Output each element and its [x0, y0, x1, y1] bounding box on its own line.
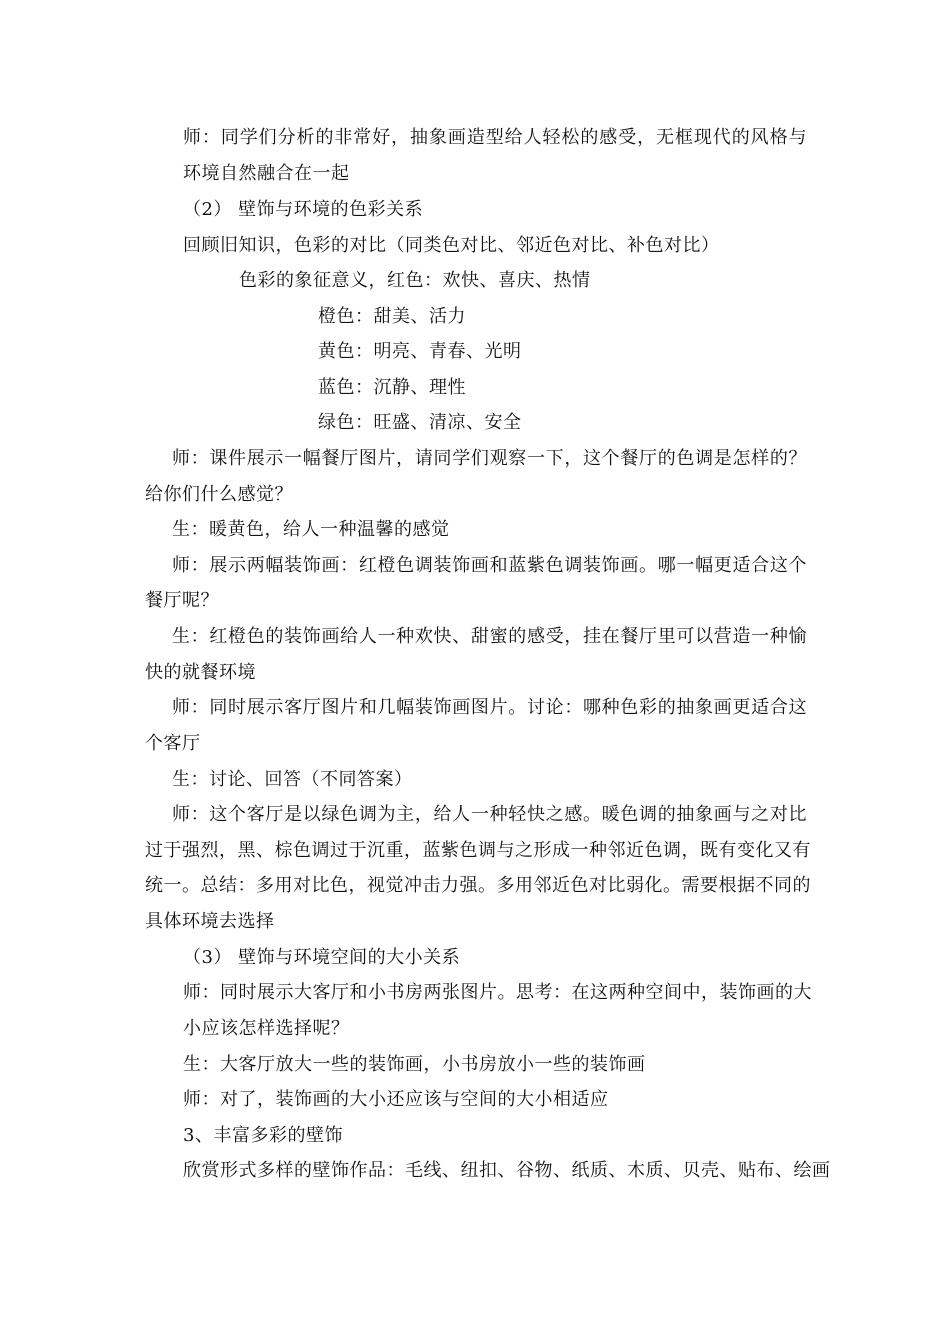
section-heading: （2） 壁饰与环境的色彩关系 — [183, 199, 424, 220]
paragraph-line: 生：红橙色的装饰画给人一种欢快、甜蜜的感受，挂在餐厅里可以营造一种愉 — [172, 626, 807, 647]
list-item: 绿色：旺盛、清凉、安全 — [318, 412, 522, 433]
list-item: 蓝色：沉静、理性 — [318, 377, 466, 398]
section-heading: 3、丰富多彩的壁饰 — [183, 1125, 343, 1146]
paragraph-line: 师：同时展示客厅图片和几幅装饰画图片。讨论：哪种色彩的抽象画更适合这 — [172, 697, 807, 718]
section-heading: （3） 壁饰与环境空间的大小关系 — [183, 947, 461, 968]
paragraph-line: 师：同时展示大客厅和小书房两张图片。思考：在这两种空间中，装饰画的大 — [183, 982, 812, 1003]
paragraph-line: 师：同学们分析的非常好，抽象画造型给人轻松的感受，无框现代的风格与 — [183, 127, 807, 148]
paragraph-line: 环境自然融合在一起 — [183, 163, 350, 184]
paragraph-line: 生：讨论、回答（不同答案） — [172, 769, 413, 790]
paragraph-line: 过于强烈，黑、棕色调过于沉重，蓝紫色调与之形成一种邻近色调，既有变化又有 — [145, 840, 811, 861]
paragraph-line: 色彩的象征意义，红色：欢快、喜庆、热情 — [239, 270, 591, 291]
paragraph-line: 师：这个客厅是以绿色调为主，给人一种轻快之感。暖色调的抽象画与之对比 — [172, 804, 807, 825]
paragraph-line: 统一。总结：多用对比色，视觉冲击力强。多用邻近色对比弱化。需要根据不同的 — [145, 875, 811, 896]
paragraph-line: 回顾旧知识，色彩的对比（同类色对比、邻近色对比、补色对比） — [183, 235, 720, 256]
paragraph-line: 餐厅呢？ — [145, 590, 219, 611]
paragraph-line: 具体环境去选择 — [145, 911, 275, 932]
paragraph-line: 个客厅 — [145, 733, 201, 754]
paragraph-line: 师：课件展示一幅餐厅图片，请同学们观察一下，这个餐厅的色调是怎样的？ — [172, 448, 807, 469]
paragraph-line: 欣赏形式多样的壁饰作品：毛线、纽扣、谷物、纸质、木质、贝壳、贴布、绘画 — [183, 1160, 831, 1181]
paragraph-line: 给你们什么感觉？ — [145, 484, 293, 505]
paragraph-line: 师：展示两幅装饰画：红橙色调装饰画和蓝紫色调装饰画。哪一幅更适合这个 — [172, 555, 807, 576]
list-item: 橙色：甜美、活力 — [318, 306, 466, 327]
paragraph-line: 师：对了，装饰画的大小还应该与空间的大小相适应 — [183, 1089, 609, 1110]
list-item: 黄色：明亮、青春、光明 — [318, 341, 522, 362]
paragraph-line: 生：大客厅放大一些的装饰画，小书房放小一些的装饰画 — [183, 1054, 646, 1075]
paragraph-line: 生：暖黄色，给人一种温馨的感觉 — [172, 519, 450, 540]
paragraph-line: 快的就餐环境 — [145, 662, 256, 683]
paragraph-line: 小应该怎样选择呢？ — [183, 1018, 350, 1039]
